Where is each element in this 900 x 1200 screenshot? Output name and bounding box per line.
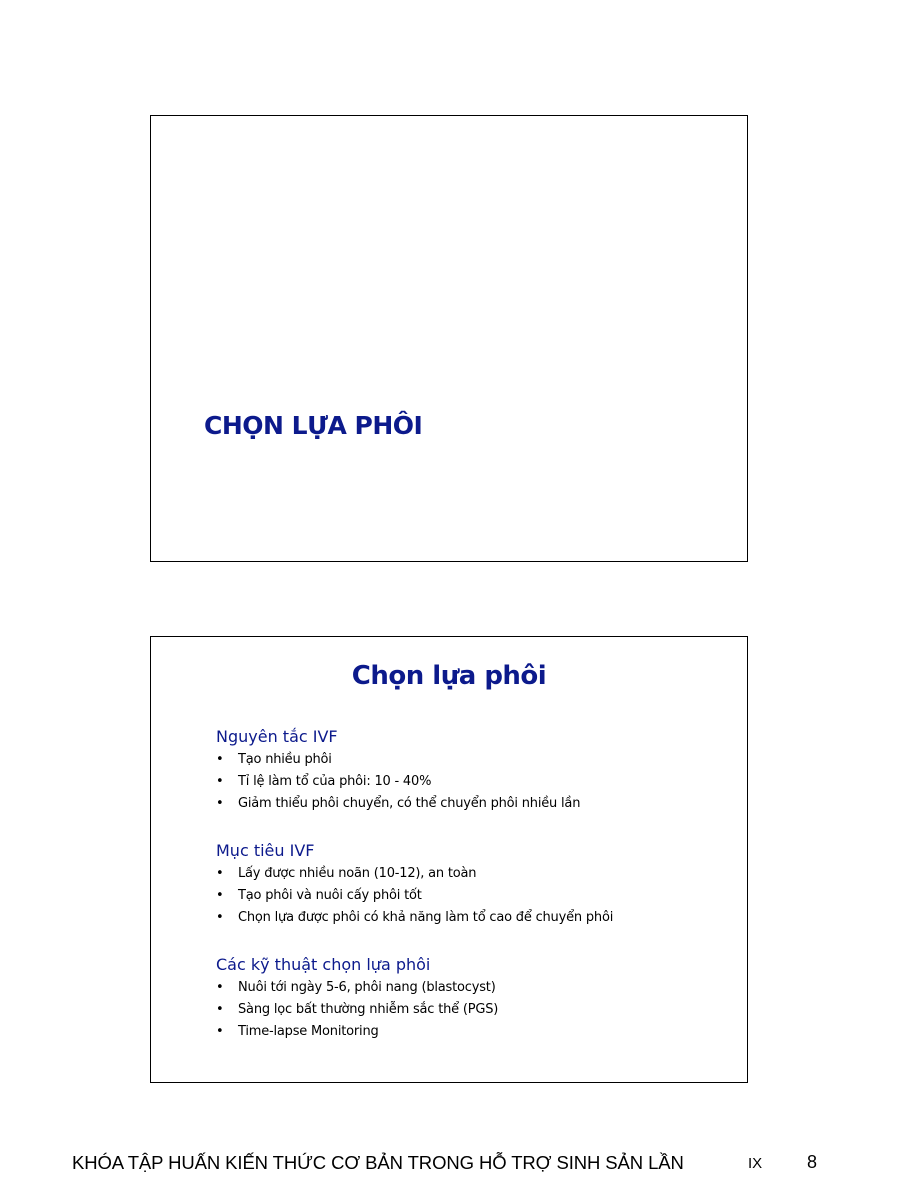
bullet-text: Giảm thiểu phôi chuyển, có thể chuyển phôi nhiều lần xyxy=(238,796,581,811)
bullet-item xyxy=(216,771,727,793)
bullet-item xyxy=(216,885,727,907)
bullet-item xyxy=(216,749,727,771)
section-ivf-goals xyxy=(216,839,727,929)
bullet-text: Lấy được nhiều noãn (10-12), an toàn xyxy=(238,866,477,881)
section-heading: Nguyên tắc IVF xyxy=(216,727,338,746)
bullet-text: Time-lapse Monitoring xyxy=(238,1024,379,1039)
bullet-list xyxy=(216,749,727,815)
bullet-text: Tạo phôi và nuôi cấy phôi tốt xyxy=(238,888,422,903)
footer-course-title: KHÓA TẬP HUẤN KIẾN THỨC CƠ BẢN TRONG HỖ TRỢ SINH SẢN LẦN xyxy=(72,1152,684,1173)
bullet-list xyxy=(216,863,727,929)
content-slide xyxy=(150,636,748,1083)
bullet-text: Tạo nhiều phôi xyxy=(238,752,332,767)
bullet-icon: • xyxy=(216,910,224,925)
bullet-icon: • xyxy=(216,774,224,789)
bullet-icon: • xyxy=(216,752,224,767)
bullet-icon: • xyxy=(216,866,224,881)
page-number: 8 xyxy=(807,1152,818,1172)
section-selection-techniques xyxy=(216,953,727,1043)
bullet-icon: • xyxy=(216,1024,224,1039)
bullet-item xyxy=(216,863,727,885)
bullet-icon: • xyxy=(216,980,224,995)
title-slide-heading: CHỌN LỰA PHÔI xyxy=(204,411,423,440)
footer-course-number: IX xyxy=(748,1155,763,1172)
bullet-item xyxy=(216,793,727,815)
bullet-item xyxy=(216,977,727,999)
bullet-text: Chọn lựa được phôi có khả năng làm tổ cao để chuyển phôi xyxy=(238,910,614,925)
bullet-item xyxy=(216,907,727,929)
bullet-icon: • xyxy=(216,1002,224,1017)
bullet-item xyxy=(216,999,727,1021)
section-ivf-principles xyxy=(216,725,727,815)
bullet-text: Sàng lọc bất thường nhiễm sắc thể (PGS) xyxy=(238,1002,499,1017)
section-heading: Mục tiêu IVF xyxy=(216,841,315,860)
bullet-icon: • xyxy=(216,796,224,811)
bullet-item xyxy=(216,1021,727,1043)
bullet-list xyxy=(216,977,727,1043)
title-slide xyxy=(150,115,748,562)
bullet-text: Nuôi tới ngày 5-6, phôi nang (blastocyst) xyxy=(238,980,496,995)
section-heading: Các kỹ thuật chọn lựa phôi xyxy=(216,955,431,974)
bullet-text: Tỉ lệ làm tổ của phôi: 10 - 40% xyxy=(238,774,432,789)
content-slide-title: Chọn lựa phôi xyxy=(351,661,547,691)
bullet-icon: • xyxy=(216,888,224,903)
